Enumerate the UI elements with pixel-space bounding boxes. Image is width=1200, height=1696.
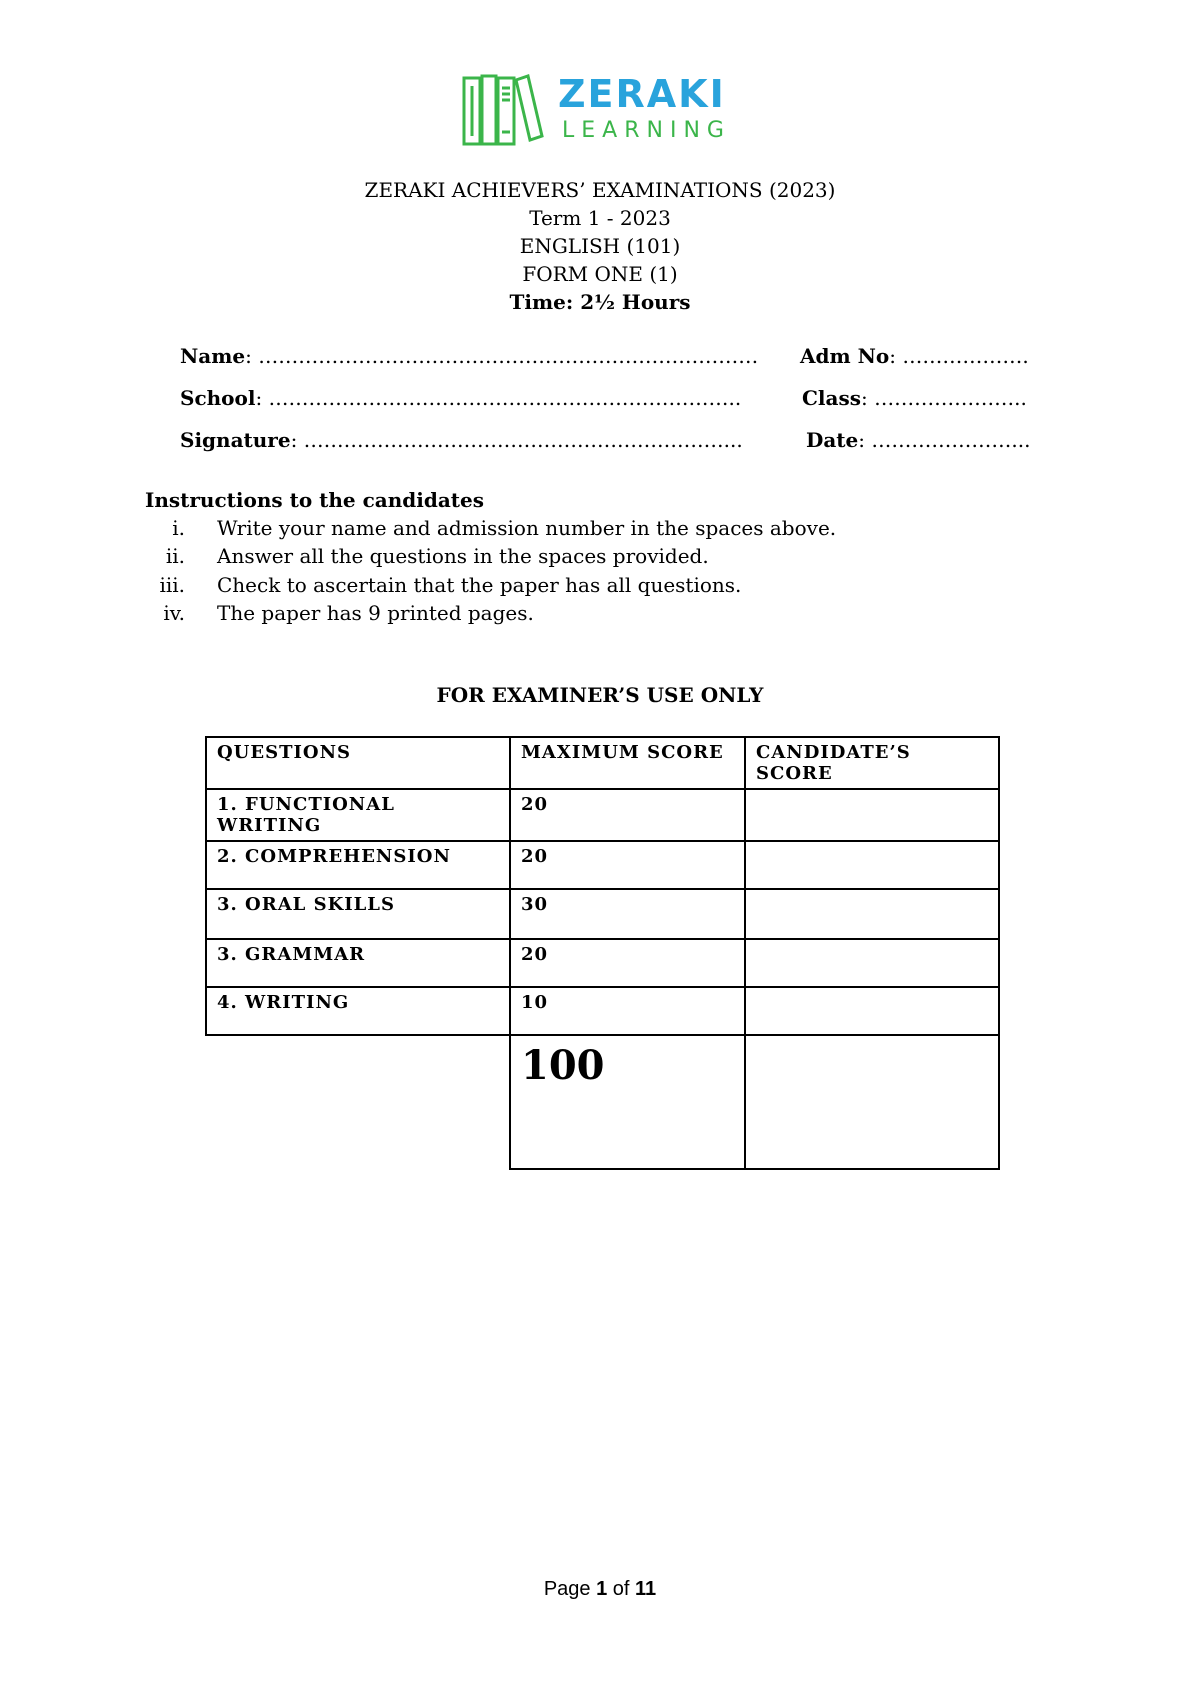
instruction-item [145,544,709,568]
table-row [206,939,999,987]
exam-title: ZERAKI ACHIEVERS’ EXAMINATIONS (2023) [364,178,836,202]
school-field[interactable]: : …………………………………………………………….. [255,386,742,410]
max-score-cell: 10 [510,987,745,1035]
instruction-text: The paper has 9 printed pages. [217,601,534,625]
examiner-section-title: FOR EXAMINER’S USE ONLY [436,683,764,707]
school-label: School [180,386,256,410]
instructions-title: Instructions to the candidates [145,488,485,512]
signature-row [180,428,1060,452]
question-cell: 1. FUNCTIONAL WRITING [206,789,510,841]
school-row [180,386,1060,410]
books-icon [460,70,550,150]
exam-form: FORM ONE (1) [522,262,678,286]
exam-subject: ENGLISH (101) [519,234,681,258]
table-row [206,987,999,1035]
max-score-cell: 20 [510,841,745,889]
date-label: Date [806,428,859,452]
page-total: 11 [635,1578,657,1600]
date-field[interactable]: : …………………... [858,428,1031,452]
table-row [206,889,999,939]
header-questions: QUESTIONS [206,737,510,789]
of-word: of [612,1578,630,1600]
table-header-row [206,737,999,789]
header-candidate-score: CANDIDATE’S SCORE [745,737,999,789]
score-table [205,736,1000,1170]
max-score-cell: 30 [510,889,745,939]
table-row [206,841,999,889]
adm-field[interactable]: : ………………. [889,344,1029,368]
total-max-score: 100 [510,1035,745,1169]
class-field[interactable]: : ………………….. [861,386,1027,410]
exam-time: Time: 2½ Hours [509,290,691,314]
instruction-text: Write your name and admission number in the spaces above. [217,516,837,540]
instruction-number: i. [172,516,185,540]
adm-label: Adm No [800,344,890,368]
name-field[interactable]: : ………………………………………………………………… [245,344,759,368]
page-footer [0,1578,1200,1601]
instruction-number: iii. [159,573,185,597]
logo-wordmark: ZERAKI [558,72,726,116]
candidate-score-cell[interactable] [745,789,999,841]
exam-term: Term 1 - 2023 [529,206,671,230]
signature-label: Signature [180,428,291,452]
question-cell: 2. COMPREHENSION [206,841,510,889]
signature-field[interactable]: : ………………………………………………………... [290,428,743,452]
logo-subtitle: LEARNING [562,118,731,143]
table-total-row [206,1035,999,1169]
instruction-item [145,573,741,597]
max-score-cell: 20 [510,789,745,841]
zeraki-logo [460,70,760,150]
class-label: Class [802,386,861,410]
max-score-cell: 20 [510,939,745,987]
instruction-text: Answer all the questions in the spaces provided. [217,544,709,568]
instruction-text: Check to ascertain that the paper has all questions. [217,573,742,597]
candidate-score-cell[interactable] [745,939,999,987]
instruction-item [145,516,836,540]
header-max-score: MAXIMUM SCORE [510,737,745,789]
question-cell: 3. GRAMMAR [206,939,510,987]
total-blank-cell [206,1035,510,1169]
page-word: Page [543,1578,591,1600]
table-row [206,789,999,841]
instruction-item [145,601,534,625]
candidate-score-cell[interactable] [745,987,999,1035]
name-row [180,344,1060,368]
instruction-number: ii. [165,544,185,568]
total-candidate-score[interactable] [745,1035,999,1169]
question-cell: 4. WRITING [206,987,510,1035]
question-cell: 3. ORAL SKILLS [206,889,510,939]
name-label: Name [180,344,246,368]
candidate-score-cell[interactable] [745,841,999,889]
page-number: 1 [596,1578,608,1600]
instruction-number: iv. [163,601,185,625]
candidate-score-cell[interactable] [745,889,999,939]
